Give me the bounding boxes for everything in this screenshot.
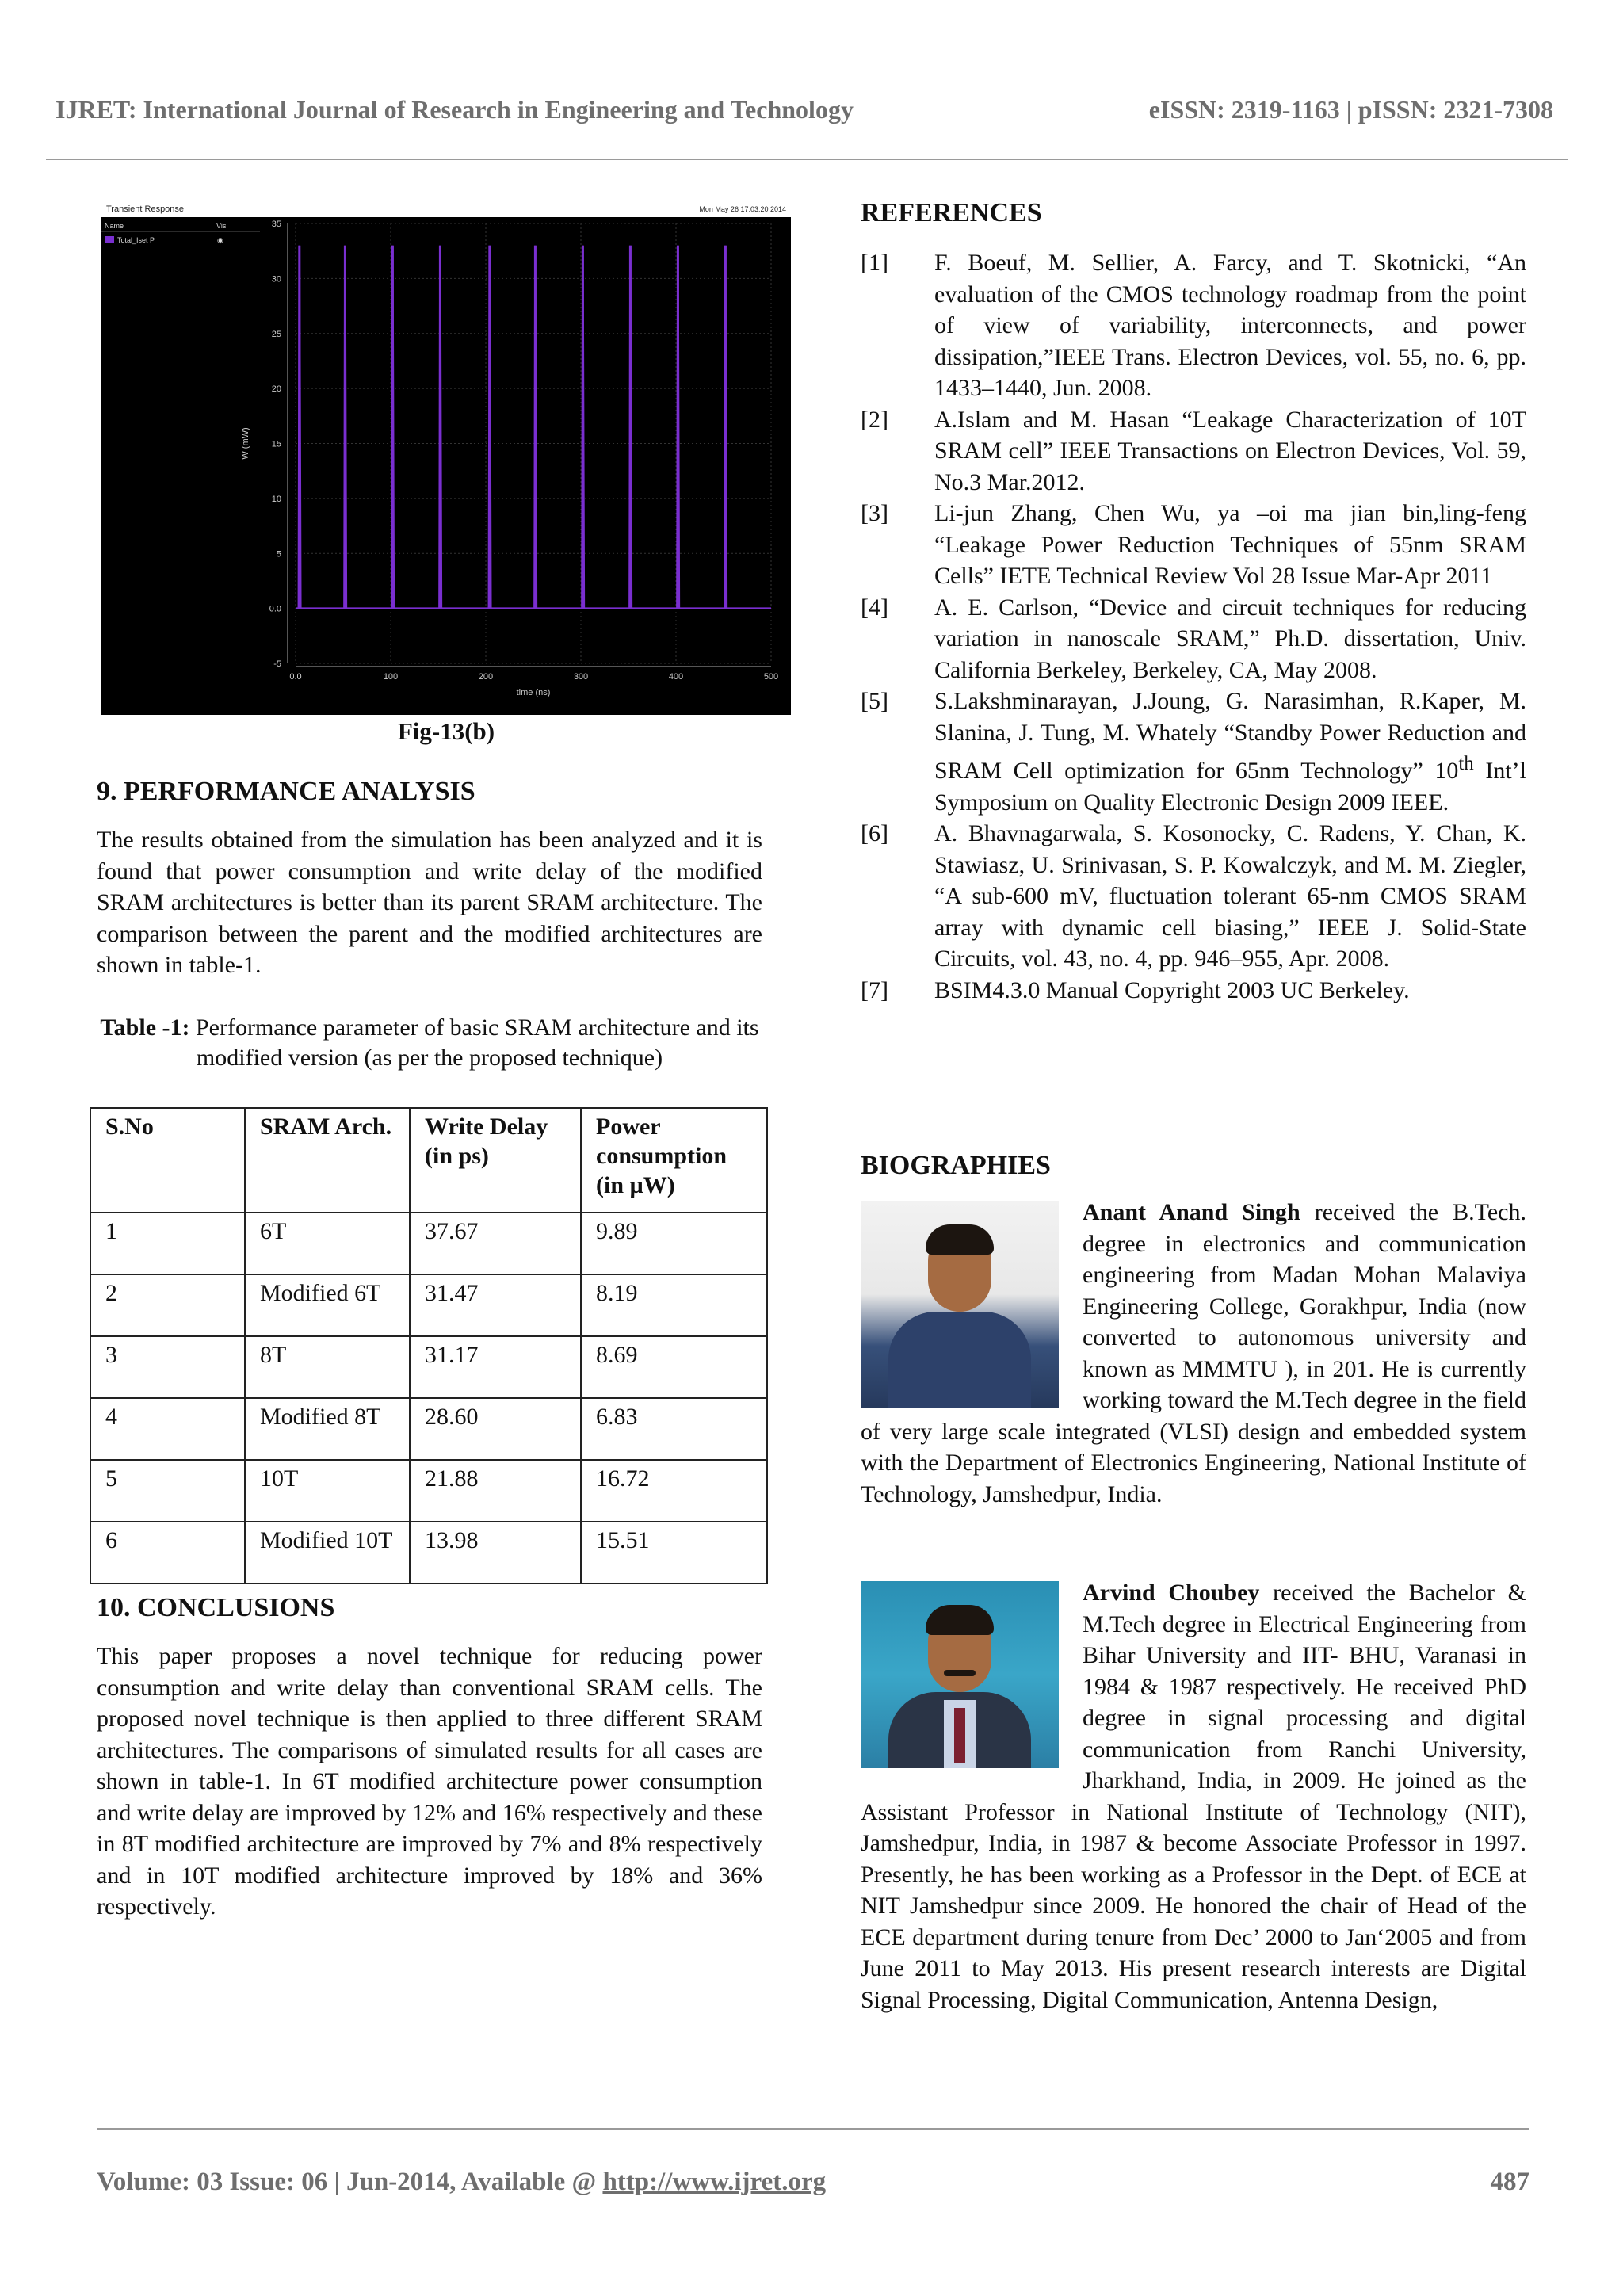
author-photo-arvind [861, 1581, 1059, 1768]
reference-text: BSIM4.3.0 Manual Copyright 2003 UC Berkeley. [934, 976, 1410, 1003]
author-photo-anant [861, 1201, 1059, 1408]
section-paragraph: The results obtained from the simulation has been analyzed and it is found that power consumption and write delay of the modified SRAM architectures is better than its parent SRAM architecture. The comparison between the parent and the modified architectures are shown in table-1. [97, 827, 762, 978]
section-paragraph: This paper proposes a novel technique for reducing power consumption and write delay than conventional SRAM cells. The proposed novel technique is then applied to three different SRAM architectures. The comparisons of simulated results for all cases are shown in table-1. In 6T modified architecture power consumption and write delay are improved by 12% and 16% respectively and these in 8T modified architecture are improved by 7% and 8% respectively and in 10T modified architecture improved by 18% and 36% respectively. [97, 1643, 762, 1920]
author-bio-text: received the Bachelor & M.Tech degree in Electrical Engineering from Bihar University and IIT- BHU, Varanasi in 1984 & 1987 respectively. He received PhD degree in signal processing and digital communication from Ranchi University, Jharkhand, India, in 2009. He joined as the Assistant Professor in National Institute of Technology (NIT), Jamshedpur, India, in 1987 & become Associate Professor in 1997. Presently, he has been working as a Professor in the Dept. of ECE at NIT Jamshedpur since 2009. He honored the chair of Head of the ECE department during tenure from Dec’ 2000 to Jan‘2005 and from June 2011 to May 2013. His present research interests are Digital Signal Processing, Digital Communication, Antenna Design, [861, 1580, 1526, 2013]
cell-delay: 31.47 [410, 1274, 581, 1336]
x-tick-label: 400 [668, 672, 684, 682]
header-write-delay: Write Delay (in ps) [410, 1108, 581, 1213]
reference-text: F. Boeuf, M. Sellier, A. Farcy, and T. Skotnicki, “An evaluation of the CMOS technology roadmap from the point of view of variability, interconnects, and power dissipation,”IEEE Trans. Electron Devices, vol. 55, no. 6, pp. 1433–1440, Jun. 2008. [934, 250, 1526, 401]
cell-delay: 37.67 [410, 1213, 581, 1274]
journal-link[interactable]: http://www.ijret.org [602, 2168, 827, 2196]
header-sno: S.No [90, 1108, 245, 1213]
table-caption-label: Table -1: [100, 1014, 190, 1041]
header-sram-arch: SRAM Arch. [245, 1108, 410, 1213]
y-axis-label: W (mW) [241, 427, 250, 460]
biographies-title: BIOGRAPHIES [861, 1151, 1051, 1180]
cell-sno: 6 [90, 1522, 245, 1584]
y-tick-label: 10 [271, 494, 281, 504]
cell-sno: 5 [90, 1460, 245, 1522]
x-tick-label: 500 [763, 672, 779, 682]
reference-number: [5] [861, 688, 888, 714]
references-list [861, 247, 1526, 1006]
y-tick-label: 15 [271, 439, 281, 449]
cell-delay: 31.17 [410, 1336, 581, 1398]
running-footer [97, 2168, 1529, 2197]
table-caption-text: Performance parameter of basic SRAM architecture and its modified version (as per the proposed technique) [189, 1014, 759, 1071]
cell-power: 6.83 [581, 1398, 767, 1460]
table-row [90, 1213, 767, 1274]
reference-number: [3] [861, 500, 888, 526]
x-tick-label: 300 [573, 672, 589, 682]
table-row [90, 1398, 767, 1460]
y-tick-label: -5 [273, 659, 281, 669]
running-header [55, 95, 1569, 124]
cell-power: 8.69 [581, 1336, 767, 1398]
section-performance-analysis [97, 777, 762, 981]
section-conclusions [97, 1593, 762, 1923]
reference-item [861, 247, 1526, 404]
biography-anant [861, 1197, 1526, 1510]
reference-text: Li-jun Zhang, Chen Wu, ya –oi ma jian bin,ling-feng “Leakage Power Reduction Techniques of 55nm SRAM Cells” IETE Technical Review Vol 28 Issue Mar-Apr 2011 [934, 500, 1526, 589]
footer-rule [97, 2128, 1529, 2130]
issn-info: eISSN: 2319-1163 | pISSN: 2321-7308 [1148, 95, 1553, 124]
figure-13b [101, 200, 791, 715]
footer-volume-info: Volume: 03 Issue: 06 | Jun-2014, Available @ [97, 2168, 603, 2196]
x-tick-label: 200 [478, 672, 494, 682]
reference-text: S.Lakshminarayan, J.Joung, G. Narasimhan, R.Kaper, M. Slanina, J. Tung, M. Whately “Standby Power Reduction and SRAM Cell optimization for 65nm Technology” 10 [934, 688, 1526, 784]
y-tick-label: 25 [271, 329, 281, 339]
reference-item [861, 686, 1526, 818]
reference-number: [7] [861, 976, 888, 1003]
reference-text: A.Islam and M. Hasan “Leakage Characterization of 10T SRAM cell” IEEE Transactions on Electron Devices, Vol. 59, No.3 Mar.2012. [934, 406, 1526, 495]
biography-arvind [861, 1577, 1526, 2015]
table-row [90, 1522, 767, 1584]
y-tick-label: 30 [271, 274, 281, 285]
reference-item [861, 404, 1526, 499]
page-number: 487 [1490, 2168, 1529, 2196]
chart-timestamp: Mon May 26 17:03:20 2014 [699, 205, 786, 213]
section-title: 10. CONCLUSIONS [97, 1593, 335, 1622]
chart-canvas [101, 217, 791, 715]
reference-item [861, 498, 1526, 592]
table-row [90, 1274, 767, 1336]
reference-superscript: th [1458, 753, 1474, 774]
cell-arch: 8T [245, 1336, 410, 1398]
reference-number: [1] [861, 250, 888, 276]
cell-sno: 2 [90, 1274, 245, 1336]
x-tick-label: 0.0 [289, 672, 302, 682]
reference-text-cont: Int’l Symposium on Quality Electronic Design 2009 IEEE. [934, 758, 1526, 816]
legend-swatch [105, 236, 114, 243]
table-caption [97, 1013, 762, 1073]
legend-header-name: Name [105, 222, 124, 230]
cell-arch: 10T [245, 1460, 410, 1522]
cell-arch: 6T [245, 1213, 410, 1274]
figure-caption: Fig-13(b) [397, 717, 495, 745]
table-row [90, 1460, 767, 1522]
y-tick-label: 5 [276, 549, 281, 560]
reference-text: A. E. Carlson, “Device and circuit techniques for reducing variation in nanoscale SRAM,” Ph.D. dissertation, Univ. California Berkeley, Berkeley, CA, May 2008. [934, 594, 1526, 683]
chart-panel-title: Transient Response [106, 204, 185, 214]
cell-arch: Modified 6T [245, 1274, 410, 1336]
section-title: 9. PERFORMANCE ANALYSIS [97, 777, 475, 806]
journal-title: IJRET: International Journal of Research in Engineering and Technology [55, 95, 854, 124]
author-bio-text: received the B.Tech. degree in electronics and communication engineering from Madan Mohan Malaviya Engineering College, Gorakhpur, India (now converted to autonomous university and known as MMMTU ), in 201. He is currently working toward the M.Tech degree in the field of very large scale integrated (VLSI) design and embedded system with the Department of Electronics Engineering, National Institute of Technology, Jamshedpur, India. [861, 1199, 1526, 1507]
legend-entry: Total_Iset P [117, 236, 155, 244]
cell-arch: Modified 10T [245, 1522, 410, 1584]
header-rule [46, 159, 1568, 160]
table-row [90, 1336, 767, 1398]
cell-delay: 28.60 [410, 1398, 581, 1460]
transient-response-chart [101, 200, 791, 715]
cell-power: 9.89 [581, 1213, 767, 1274]
author-name: Anant Anand Singh [1083, 1199, 1300, 1225]
cell-delay: 13.98 [410, 1522, 581, 1584]
reference-number: [4] [861, 594, 888, 621]
cell-power: 15.51 [581, 1522, 767, 1584]
y-tick-label: 20 [271, 384, 281, 395]
table-header-row [90, 1108, 767, 1213]
author-name: Arvind Choubey [1083, 1580, 1260, 1606]
y-tick-label: 35 [271, 220, 281, 229]
cell-arch: Modified 8T [245, 1398, 410, 1460]
reference-item [861, 818, 1526, 975]
y-tick-label: 0.0 [269, 604, 281, 614]
cell-sno: 3 [90, 1336, 245, 1398]
performance-table [90, 1107, 768, 1584]
references-title: REFERENCES [861, 198, 1042, 227]
cell-power: 8.19 [581, 1274, 767, 1336]
x-axis-label: time (ns) [516, 688, 551, 697]
header-power: Power consumption (in µW) [581, 1108, 767, 1213]
legend-header-vis: Vis [216, 222, 227, 230]
cell-delay: 21.88 [410, 1460, 581, 1522]
reference-item [861, 975, 1526, 1007]
cell-sno: 1 [90, 1213, 245, 1274]
cell-sno: 4 [90, 1398, 245, 1460]
reference-number: [2] [861, 406, 888, 433]
reference-item [861, 592, 1526, 686]
reference-text: A. Bhavnagarwala, S. Kosonocky, C. Radens, Y. Chan, K. Stawiasz, U. Srinivasan, S. P. Kowalczyk, and M. M. Ziegler, “A sub-600 mV, fluctuation tolerant 65-nm CMOS SRAM array with dynamic cell biasing,” IEEE J. Solid-State Circuits, vol. 43, no. 4, pp. 946–955, Apr. 2008. [934, 820, 1526, 972]
reference-number: [6] [861, 820, 888, 846]
cell-power: 16.72 [581, 1460, 767, 1522]
x-tick-label: 100 [383, 672, 399, 682]
legend-vis-icon: ◉ [217, 236, 223, 244]
